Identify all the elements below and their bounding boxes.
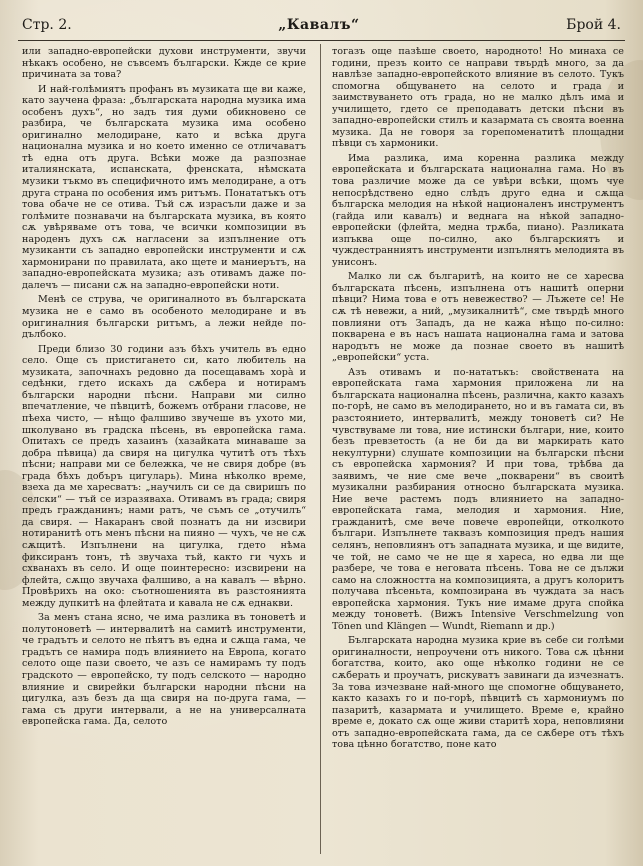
paragraph: Има разлика, има коренна разлика между европейската и българската национална гама. Но въ това различие може да се увѣри всѣки, щомъ чуе непосрѣдствено едно слѣдъ друго една и сѫща българска мелодия на нѣкой националенъ инструментъ (гайда или кавалъ) и веднага на нѣкой западно-европейски (флейта, медна трѫба, пиано). Разликата изпъква още по-силно, ако българскиятъ и чуждестранниятъ инструменти изпълнятъ мелодията въ унисонъ. xyxy=(332,152,624,268)
newspaper-title: „Кавалъ“ xyxy=(278,17,360,33)
paragraph: Малко ли сѫ българитѣ, на които не се харесва българската пѣсень, изпълнена отъ нашитѣ оперни пѣвци? Нима това е отъ невежество? — Лъжете се! Не сѫ тѣ невежи, а ний, „музикалнитѣ“, сме твърдѣ много повлияни отъ Западъ, да не кажа нѣщо по-силно: покварена е въ насъ нашата национална гама и затова народътъ не може да познае своето въ нашитѣ „европейски“ уста. xyxy=(332,271,624,364)
paragraph: или западно-европейски духови инструменти, звучи нѣкакъ особено, не съвсемъ български. Кжде се крие причината за това? xyxy=(22,46,306,81)
paragraph: За менъ стана ясно, че има разлика въ тоноветѣ и полутоноветѣ — интервалитѣ на самитѣ инструменти, че градътъ и селото не пѣятъ въ една и сѫща гама, че градътъ се намира подъ влиянието на Европа, когато селото още пази своето, че азъ се намирамъ ту подъ градското — европейско, ту подъ селското — народно влияние и свирейки български народни пѣсни на цигулка, азъ безъ да ща свиря на по-друга гама, — гама съ други интервали, а не на универсалната европейска гама. Да, селото xyxy=(22,612,306,728)
page-header xyxy=(22,12,621,38)
paragraph: И най-голѣмиятъ профанъ въ музиката ще ви каже, като заучена фраза: „българската народна музика има особенъ духъ“, но задъ тия думи обикновено се разбира, че българската музика има особено оригинално мелодиране, като и всѣка друга национална музика и но което именно се отличаватъ тѣ една отъ друга. Всѣки може да разпознае италиянската, испанската, френската, нѣмската музики тъкмо въ специфичното имъ мелодиране, а отъ друга страна по особения имъ ритъмъ. Понататъкъ отъ това обаче не се отива. Тъй сѫ израсъли даже и за голѣмите познавачи на българската музика, въ която сѫ увѣряваме отъ това, че всички композиции въ народенъ духъ сѫ нагласени за изпълнение отъ музиканти съ западно европейски инструменти и сѫ хармонирани по правилата, ако щете и маниерътъ, на западно-европейската музика; азъ отивамъ даже по-далечъ — писани сѫ на западно-европейски ноти. xyxy=(22,83,306,291)
paragraph: Българската народна музика крие въ себе си голѣми оригиналности, непроучени отъ никого. Това сѫ цѣнни богатства, които, ако още нѣколко години не се сѫберать и проучатъ, рискуватъ завинаги да изчезнатъ. За това изчезване най-много ще спомогне общуването, както казахъ го и по-горѣ, пѣвцитѣ съ хармониумъ по пазаритѣ, казармата и училището. Време е, крайно време е, докато сѫ още живи старитѣ хора, неповлияни отъ западно-европейската гама, да се сѫбере отъ тѣхъ това цѣнно богатство, поне като xyxy=(332,635,624,751)
paragraph: Преди близо 30 години азъ бѣхъ учитель въ едно село. Още съ пристигането си, като любитель на музиката, започнахъ редовно да посещавамъ хорà и седѣнки, гдето искахъ да сѫбера и нотирамъ български народни пѣсни. Направи ми силно впечатление, че пѣвцитѣ, божемъ отбрани гласове, не пѣеха чисто, — нѣщо фалшиво звучеше въ ухото ми, школувано въ градска пѣсень, въ европейска гама. Опитахъ се предъ хазаинъ (хазайката минаваше за добра пѣвица) да свиря на цигулка чутитѣ отъ тѣхъ пѣсни; направи ми се бележка, че не свиря добре (въ града бѣхъ добъръ цигуларь). Мина нѣколко време, взеха да ме харесватъ: „научилъ си се да свиришъ по селски“ — тъй се изразяваха. Отивамъ въ града; свиря предъ гражданинъ; нами ратъ, че съмъ се „отучилъ“ да свиря. — Накаранъ свой познатъ да ни изсвири нотиранитѣ отъ менъ пѣсни на пияно — чухъ, че не сѫ сѫщитѣ. Изпълнени на цигулка, гдето нѣма фиксиранъ тонъ, тѣ звучаха тъй, както ги чухъ и схванахъ въ село. И още поинтересно: изсвирени на флейта, сѫщо звучаха фалшиво, а на кавалъ — вѣрно. Провѣрихъ на око: съотношенията въ разстоянията между дупкитѣ на флейтата и кавала не сѫ еднакви. xyxy=(22,343,306,609)
header-rule xyxy=(18,40,625,41)
paragraph: тогазъ още пазѣше своето, народното! Но минаха се години, презъ които се направи твърдѣ много, за да навлѣзе западно-европейското влияние въ селото. Тукъ спомогна общуването на селото и града и заимствуването отъ града, но не малко дѣлъ има и училището, гдето се преподаватъ детски пѣсни въ западно-европейски стилъ и казармата съ своята военна музика. Да не говоря за горепоменатитѣ площадни пѣвци съ хармоники. xyxy=(332,46,624,150)
left-column xyxy=(22,46,306,728)
column-divider xyxy=(320,44,321,854)
page-number: Стр. 2. xyxy=(22,17,72,33)
paragraph: Азъ отивамъ и по-нататъкъ: свойствената на европейската гама хармония приложена ли на българската национална пѣсень, различна, както казахъ по-горѣ, не само въ мелодирането, но и въ гамата си, въ разстоянието, интервалитѣ, между тоноветѣ си? Не чувствуваме ли това, ние истински българи, ние, които безъ превзетость (а не би да ви маркирать като некултурни) слушате композиции на български пѣсни съ европейска хармония? И при това, трѣбва да заявимъ, че ние сме вече „покварени“ въ своитѣ музикални разбирания относно българската музика. Ние вече растемъ подъ влиянието на западно-европейската гама, мелодия и хармония. Ние, гражданитѣ, сме вече повече европейци, отколкото българи. Изпълнете таквазъ композиция предъ нашия селянъ, неповлиянъ отъ западната музика, и ще видите, че той, не само че не ще я хареса, но едва ли ще разбере, че това е неговата пѣсень. Това не се дължи само на сложността на композицията, а другъ колоритъ получава пѣсеньта, композирана въ чуждата за насъ европейска хармония. Тукъ ние имаме друга спойка между тоноветѣ. (Вижъ Intensive Verschmelzung von Tönen und Klängen — Wundt, Riemann и др.) xyxy=(332,366,624,632)
paragraph: Менѣ се струва, че оригиналното въ българската музика не е само въ особеното мелодиране и въ оригиналния български ритъмъ, а лежи нейде по-дълбоко. xyxy=(22,294,306,341)
issue-number: Брой 4. xyxy=(566,17,621,33)
right-column xyxy=(332,46,624,751)
